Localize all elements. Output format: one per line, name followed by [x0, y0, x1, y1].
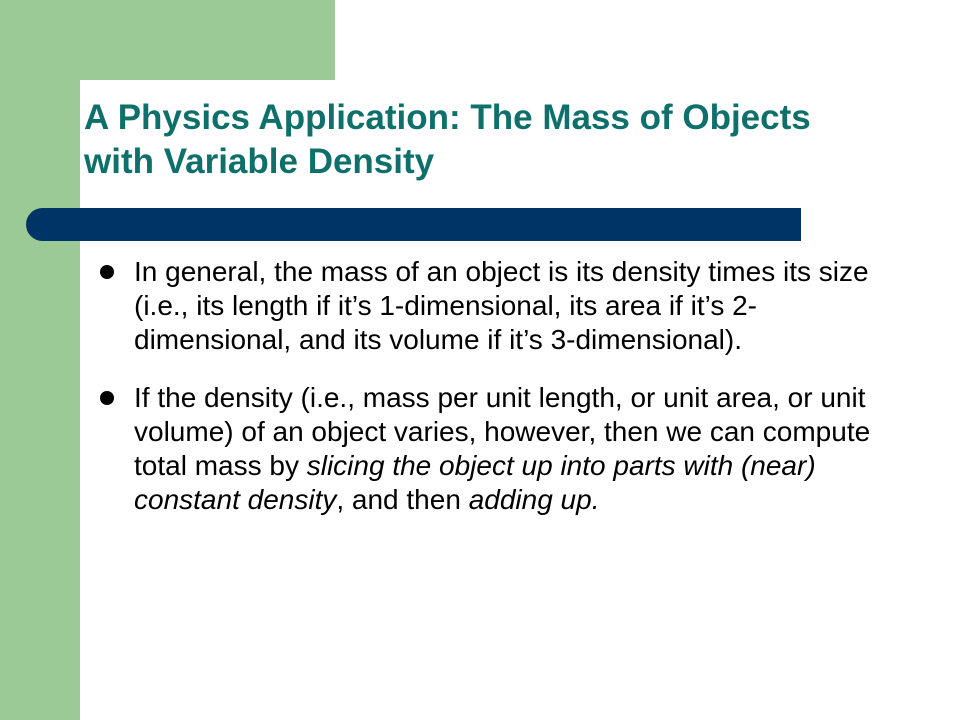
left-green-band — [0, 0, 80, 720]
bullet-item — [100, 255, 900, 357]
slide-body — [100, 255, 900, 517]
bullet-text-italic: adding up. — [468, 484, 600, 515]
bullet-text-italic: slicing the object up into parts with (near) constant density — [134, 450, 816, 515]
slide-title: A Physics Application: The Mass of Objects with Variable Density — [84, 98, 811, 181]
bullet-text: , and then — [336, 484, 469, 515]
bullet-item — [100, 381, 900, 517]
bullet-dot-icon — [100, 265, 114, 279]
title-underline-bar — [26, 208, 801, 241]
bullet-dot-icon — [100, 391, 114, 405]
top-green-block — [80, 0, 335, 80]
bullet-text: If the density (i.e., mass per unit length, or unit area, or unit volume) of an object varies, however, then we can compute total mass by — [134, 382, 871, 481]
bullet-list — [100, 255, 900, 517]
bullet-text: In general, the mass of an object is its density times its size (i.e., its length if it’s 1-dimensional, its area if it’s 2-dimensional, and its volume if it’s 3-dimensional). — [134, 256, 869, 355]
